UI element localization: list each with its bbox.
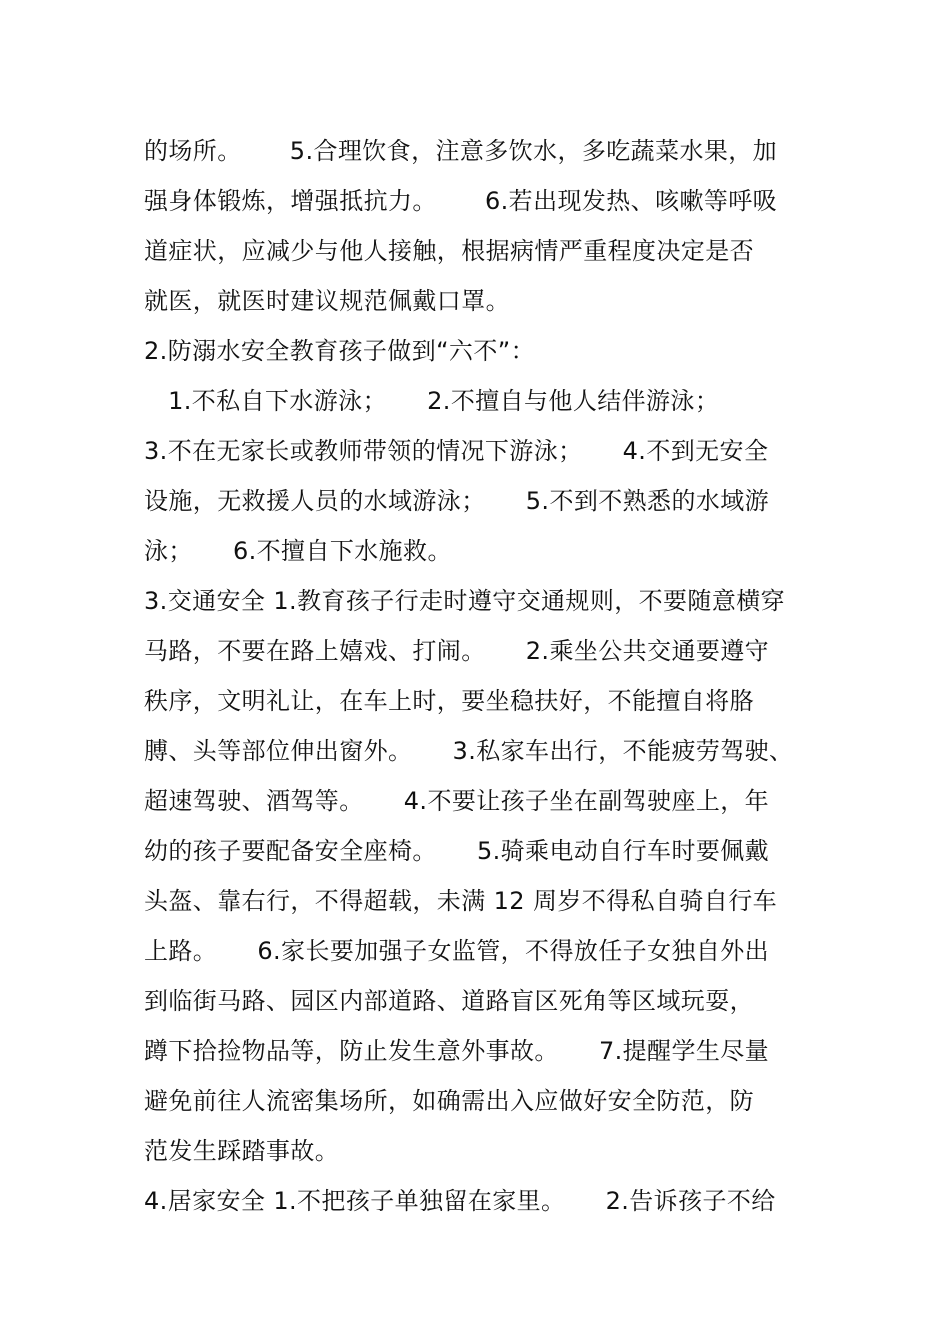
text-line: 泳； 6.不擅自下水施救。 bbox=[144, 537, 452, 565]
text-line: 强身体锻炼，增强抵抗力。 6.若出现发热、咳嗽等呼吸 bbox=[144, 187, 778, 215]
text-line: 1.不私自下水游泳； 2.不擅自与他人结伴游泳； bbox=[144, 387, 720, 415]
text-line: 膊、头等部位伸出窗外。 3.私家车出行，不能疲劳驾驶、 bbox=[144, 737, 794, 765]
text-line: 上路。 6.家长要加强子女监管，不得放任子女独自外出 bbox=[144, 937, 770, 965]
text-line: 3.不在无家长或教师带领的情况下游泳； 4.不到无安全 bbox=[144, 437, 769, 465]
text-line: 避免前往人流密集场所，如确需出入应做好安全防范，防 bbox=[144, 1087, 754, 1115]
text-line: 头盔、靠右行，不得超载，未满 12 周岁不得私自骑自行车 bbox=[144, 887, 777, 915]
text-line: 设施，无救援人员的水域游泳； 5.不到不熟悉的水域游 bbox=[144, 487, 770, 515]
text-line: 就医，就医时建议规范佩戴口罩。 bbox=[144, 287, 510, 315]
text-line: 4.居家安全 1.不把孩子单独留在家里。 2.告诉孩子不给 bbox=[144, 1187, 776, 1215]
text-line: 的场所。 5.合理饮食，注意多饮水，多吃蔬菜水果，加 bbox=[144, 137, 778, 165]
text-line: 2.防溺水安全教育孩子做到“六不”： bbox=[144, 337, 535, 365]
text-line: 马路，不要在路上嬉戏、打闹。 2.乘坐公共交通要遵守 bbox=[144, 637, 770, 665]
text-line: 3.交通安全 1.教育孩子行走时遵守交通规则，不要随意横穿 bbox=[144, 587, 786, 615]
text-line: 范发生踩踏事故。 bbox=[144, 1137, 340, 1165]
text-line: 秩序，文明礼让，在车上时，要坐稳扶好，不能擅自将胳 bbox=[144, 687, 754, 715]
text-line: 超速驾驶、酒驾等。 4.不要让孩子坐在副驾驶座上，年 bbox=[144, 787, 770, 815]
text-line: 幼的孩子要配备安全座椅。 5.骑乘电动自行车时要佩戴 bbox=[144, 837, 770, 865]
text-line: 道症状，应减少与他人接触，根据病情严重程度决定是否 bbox=[144, 237, 754, 265]
text-line: 蹲下拾捡物品等，防止发生意外事故。 7.提醒学生尽量 bbox=[144, 1037, 770, 1065]
text-line: 到临街马路、园区内部道路、道路盲区死角等区域玩耍， bbox=[144, 987, 754, 1015]
